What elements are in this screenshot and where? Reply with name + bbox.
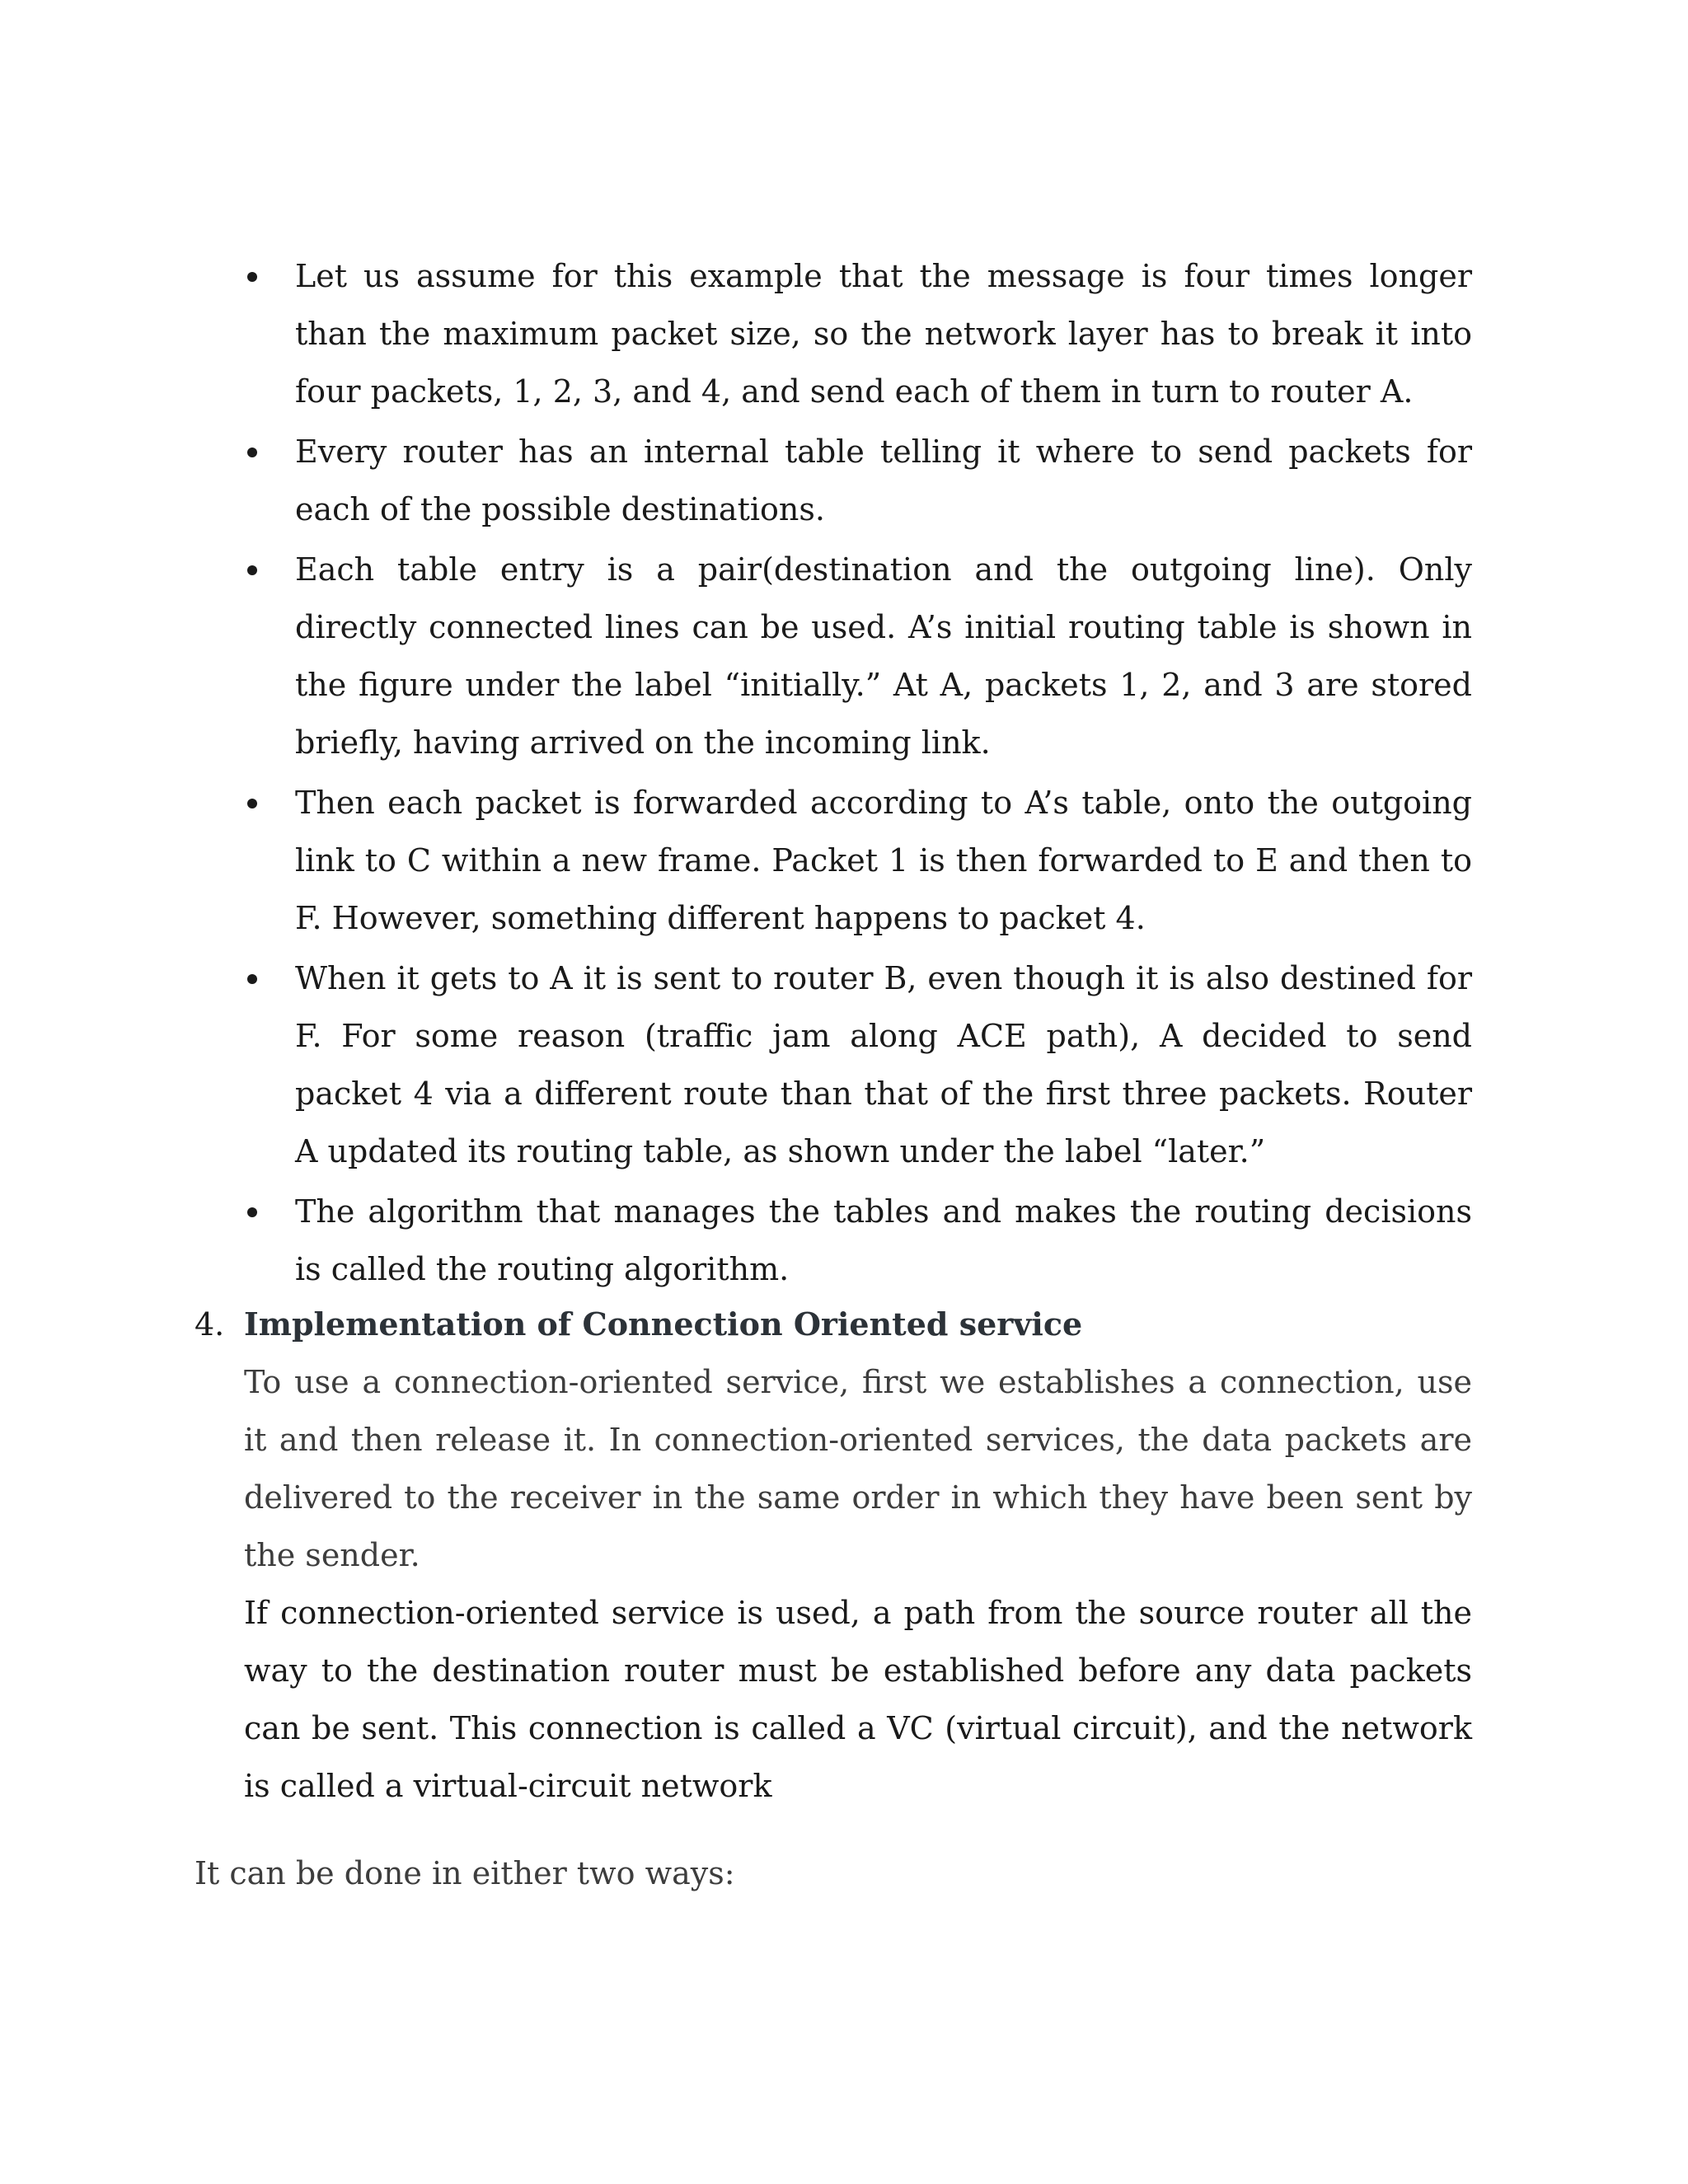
bullet-text: Then each packet is forwarded according to A’s table, onto the outgoing link to C within a new frame. Packet 1 is then forwarded to E and then to F. However, something different happens to packet 4. xyxy=(295,785,1472,936)
closing-text: It can be done in either two ways: xyxy=(195,1855,735,1891)
bullet-text: Each table entry is a pair(destination and the outgoing line). Only directly connected lines can be used. A’s initial routing table is shown in the figure under the label “initially.” At A, packets 1, 2, and 3 are stored briefly, having arrived on the incoming link. xyxy=(295,551,1472,761)
bullet-item xyxy=(244,423,1472,538)
section-connection-oriented xyxy=(195,1296,1472,1815)
bullet-icon xyxy=(247,799,257,808)
bullet-icon xyxy=(247,448,257,457)
section-heading xyxy=(195,1296,1472,1353)
bullet-icon xyxy=(247,565,257,575)
bullet-item xyxy=(244,774,1472,947)
bullet-list xyxy=(244,247,1472,1301)
bullet-item xyxy=(244,247,1472,420)
bullet-icon xyxy=(247,272,257,282)
bullet-text: Every router has an internal table telling it where to send packets for each of the possible destinations. xyxy=(295,434,1472,527)
bullet-item xyxy=(244,949,1472,1180)
section-number: 4. xyxy=(195,1306,225,1343)
section-paragraph: If connection-oriented service is used, a path from the source router all the way to the destination router must be established before any data packets can be sent. This connection is called a VC (virtual circuit), and the network is called a virtual-circuit network xyxy=(244,1595,1472,1804)
section-paragraph: To use a connection-oriented service, first we establishes a connection, use it and then release it. In connection-oriented services, the data packets are delivered to the receiver in the same order in which they have been sent by the sender. xyxy=(244,1364,1472,1573)
bullet-icon xyxy=(247,974,257,984)
section-title: Implementation of Connection Oriented service xyxy=(244,1305,1083,1343)
bullet-text: Let us assume for this example that the message is four times longer than the maximum packet size, so the network layer has to break it into four packets, 1, 2, 3, and 4, and send each of them in turn to router A. xyxy=(295,258,1472,410)
bullet-text: The algorithm that manages the tables and makes the routing decisions is called the routing algorithm. xyxy=(295,1193,1472,1287)
bullet-icon xyxy=(247,1207,257,1217)
bullet-item xyxy=(244,1183,1472,1298)
bullet-text: When it gets to A it is sent to router B, even though it is also destined for F. For some reason (traffic jam along ACE path), A decided to send packet 4 via a different route than that of the first three packets. Router A updated its routing table, as shown under the label “later.” xyxy=(295,960,1472,1169)
bullet-item xyxy=(244,541,1472,771)
